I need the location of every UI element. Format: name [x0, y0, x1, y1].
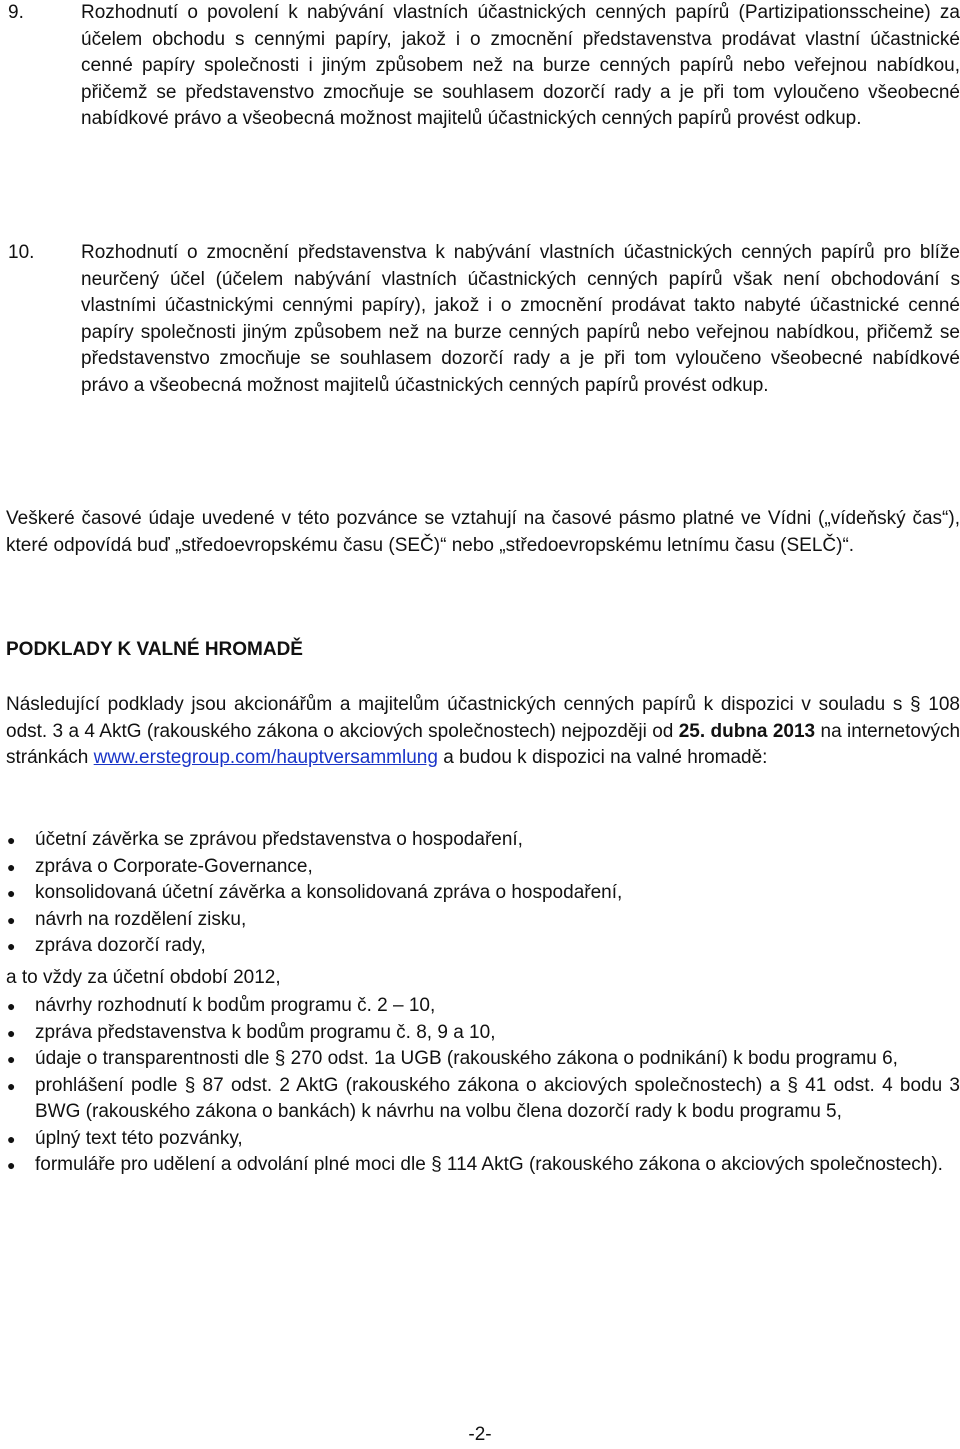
list-item-text: návrh na rozdělení zisku, — [35, 908, 247, 930]
section-heading: PODKLADY K VALNÉ HROMADĚ — [6, 639, 303, 660]
period-line: a to vždy za účetní období 2012, — [6, 967, 281, 988]
list-item — [6, 880, 960, 907]
bullet-icon: ● — [7, 1157, 16, 1173]
bullet-icon: ● — [7, 1024, 16, 1041]
list-item-text: zpráva dozorčí rady, — [35, 935, 206, 956]
agenda-item-10 — [8, 240, 960, 399]
list-item-text: návrhy rozhodnutí k bodům programu č. 2 – 10, — [35, 995, 436, 1016]
bullet-icon: ● — [7, 885, 16, 901]
list-item-text: úplný text této pozvánky, — [35, 1127, 243, 1149]
list-item-text: údaje o transparentnosti dle § 270 odst. 1a UGB (rakouského zákona o podnikání) k bodu programu 6, — [35, 1048, 898, 1069]
item-number: 9. — [8, 2, 24, 23]
list-item — [6, 1126, 960, 1153]
list-item-text: zpráva o Corporate-Governance, — [35, 855, 313, 877]
bullet-icon: ● — [7, 1130, 16, 1147]
bullet-icon: ● — [7, 1077, 16, 1094]
documents-intro — [6, 692, 960, 772]
bullet-icon: ● — [7, 938, 16, 954]
other-documents-list — [6, 993, 960, 1179]
list-item — [6, 1152, 960, 1179]
list-item — [6, 1046, 960, 1073]
list-item — [6, 827, 960, 854]
list-item-text: prohlášení podle § 87 odst. 2 AktG (rakouského zákona o akciových společnostech) a § 41 odst. 4 bodu 3 BWG (rakouského zákona o bankách) k návrhu na volbu člena dozorčí rady k bodu programu 5, — [35, 1074, 960, 1122]
bullet-icon: ● — [7, 1051, 16, 1067]
agenda-item-9 — [8, 0, 960, 133]
bullet-icon: ● — [7, 998, 16, 1014]
bullet-icon: ● — [7, 858, 16, 875]
intro-text: Následující podklady jsou akcionářům a majitelům účastnických cenných papírů k dispozici v souladu s § 108 odst. 3 a 4 AktG (rakouského zákona o akciových společnostech) nejpozději od — [6, 694, 960, 742]
availability-date: 25. dubna 2013 — [678, 720, 816, 742]
list-item-text: účetní závěrka se zprávou představenstva o hospodaření, — [35, 829, 523, 850]
list-item-text: zpráva představenstva k bodům programu č. 8, 9 a 10, — [35, 1021, 496, 1043]
list-item — [6, 1073, 960, 1126]
item-number: 10. — [8, 242, 35, 263]
page-number: -2- — [468, 1424, 492, 1445]
list-item-text: formuláře pro udělení a odvolání plné moci dle § 114 AktG (rakouského zákona o akciových společnostech). — [35, 1154, 943, 1175]
item-text: Rozhodnutí o povolení k nabývání vlastních účastnických cenných papírů (Partizipationsscheine) za účelem obchodu s cennými papíry, jakož i o zmocnění představenstva prodávat vlastní účastnické cenné papíry společnosti i jiným způsobem než na burze cenných papírů nebo veřejnou nabídkou, přičemž se představenstvo zmocňuje se souhlasem dozorčí rady a je při tom vyloučeno všeobecné nabídkové právo a všeobecná možnost majitelů účastnických cenných papírů provést odkup. — [81, 2, 960, 129]
bullet-icon: ● — [7, 911, 16, 928]
timezone-note: Veškeré časové údaje uvedené v této pozvánce se vztahují na časové pásmo platné ve Vídni („vídeňský čas“), které odpovídá buď „středoevropskému času (SEČ)“ nebo „středoevropskému letnímu času (SELČ)“. — [6, 508, 960, 556]
item-text: Rozhodnutí o zmocnění představenstva k nabývání vlastních účastnických cenných papírů pro blíže neurčený účel (účelem nabývání vlastních účastnických cenných papírů však není obchodování s vlastními účastnickými cennými papíry), jakož i o zmocnění prodávat takto nabyté účastnické cenné papíry společnosti jiným způsobem než na burze cenných papírů nebo veřejnou nabídkou, přičemž se představenstvo zmocňuje se souhlasem dozorčí rady a je při tom vyloučeno všeobecné nabídkové právo a všeobecná možnost majitelů účastnických cenných papírů provést odkup. — [81, 242, 960, 396]
list-item — [6, 993, 960, 1020]
list-item — [6, 907, 960, 934]
list-item — [6, 854, 960, 881]
list-item — [6, 1020, 960, 1047]
intro-text-2: na internetových stránkách — [6, 720, 960, 768]
website-link[interactable]: www.erstegroup.com/hauptversammlung — [93, 747, 438, 768]
list-item — [6, 933, 960, 960]
intro-text-3: a budou k dispozici na valné hromadě: — [437, 747, 768, 768]
list-item-text: konsolidovaná účetní závěrka a konsolidovaná zpráva o hospodaření, — [35, 882, 623, 903]
bullet-icon: ● — [7, 832, 16, 848]
annual-documents-list — [6, 827, 960, 960]
